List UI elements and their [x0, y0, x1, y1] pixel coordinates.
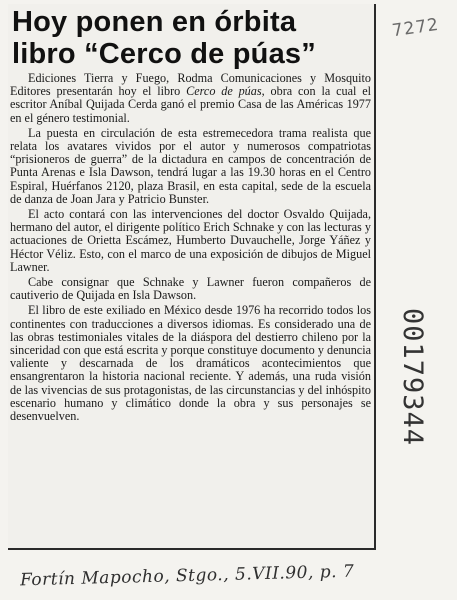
article-headline [12, 6, 374, 70]
paragraph-1-end: , obra con la cual el escritor Aníbal Quijada Cerda ganó el premio Casa de las Américas 1977 en el género testimonial. [10, 84, 372, 125]
paragraph-3: El acto contará con las intervenciones del doctor Osvaldo Quijada, hermano del autor, el dirigente político Erich Schnake y con las lecturas y actuaciones de Orietta Escámez, Humberto Duvauchelle, Jorge Yáñez y Héctor Véliz. Esto, con el marco de una exposición de dibujos de Miguel Lawner. [10, 207, 371, 274]
headline-line-2: libro “Cerco de púas” [12, 38, 316, 70]
paragraph-5: El libro de este exiliado en México desde 1976 ha recorrido todos los continentes con traducciones a diversos idiomas. Es considerado una de las obras testimoniales vitales de la diáspora del destierro chileno por la sinceridad con que está escrita y porque constituye documento y denuncia valiente y descarnada de los dramáticos acontecimientos que ensangrentaron la historia nacional reciente. Y además, una ruda visión de las vivencias de sus protagonistas, de las circunstancias y del inhóspito escenario humano y climático donde la obra y sus personajes se desenvuelven. [10, 303, 371, 424]
paragraph-1 [10, 72, 371, 125]
article-body [10, 72, 371, 425]
paragraph-4: Cabe consignar que Schnake y Lawner fueron compañeros de cautiverio de Quijada en Isla Dawson. [10, 275, 371, 303]
archive-stamp-number: 00179344 [397, 308, 428, 447]
paragraph-1-start: Ediciones Tierra y Fuego, Rodma Comunicaciones y Mosquito Editores presentarán hoy el libro [10, 71, 371, 99]
handwritten-source-note: Fortín Mapocho, Stgo., 5.VII.90, p. 7 [19, 561, 355, 591]
handwritten-archive-code: 7272 [390, 14, 441, 42]
headline-line-1: Hoy ponen en órbita [12, 6, 297, 38]
paragraph-2: La puesta en circulación de esta estremecedora trama realista que relata los avatares vividos por el autor y numerosos compatriotas “prisioneros de guerra” de la dictadura en campos de concentración de Punta Arenas e Isla Dawson, tendrá lugar a las 19.30 horas en el Centro Espiral, Huérfanos 2120, plaza Brasil, en esta capital, sede de la escuela de danza de Joan Jara y Patricio Bunster. [10, 125, 371, 206]
book-title-italic: Cerco de púas [186, 84, 262, 99]
newspaper-clipping [8, 4, 376, 550]
